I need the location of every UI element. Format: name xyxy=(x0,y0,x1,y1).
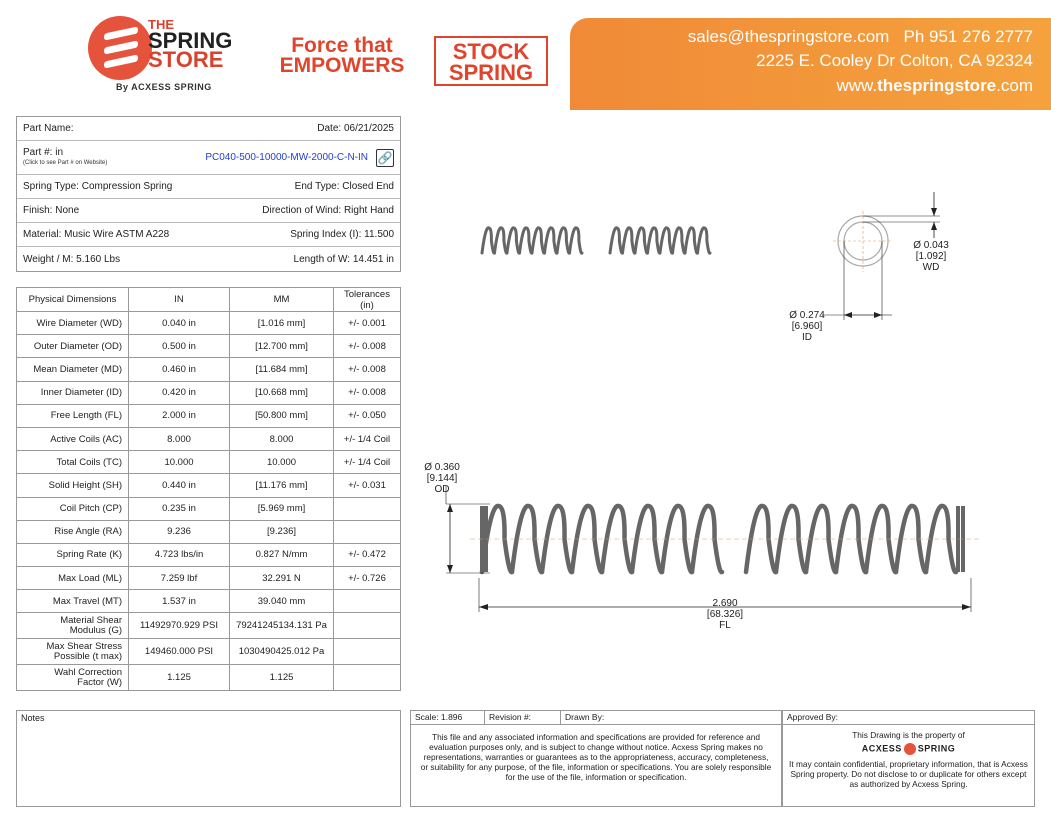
dims-row xyxy=(17,665,401,691)
dims-label-cell: Spring Rate (K) xyxy=(17,543,129,566)
part-info-table xyxy=(16,116,401,272)
dims-label-cell: Inner Diameter (ID) xyxy=(17,381,129,404)
dims-label-cell: Max Shear Stress Possible (t max) xyxy=(17,639,129,665)
dims-mm-cell: 8.000 xyxy=(230,427,334,450)
dims-in-cell: 1.537 in xyxy=(129,590,230,613)
dims-mm-cell: [5.969 mm] xyxy=(230,497,334,520)
dims-row xyxy=(17,590,401,613)
header xyxy=(0,0,1051,112)
coil-turn xyxy=(698,228,711,253)
coil-turn xyxy=(673,228,686,253)
property-of-text: This Drawing is the property of xyxy=(852,730,965,740)
col-header-tolerance: Tolerances (in) xyxy=(334,288,401,312)
dims-label-cell: Solid Height (SH) xyxy=(17,474,129,497)
dims-tol-cell xyxy=(334,497,401,520)
coil-turn xyxy=(648,228,661,253)
dims-label-cell: Max Travel (MT) xyxy=(17,590,129,613)
dims-row xyxy=(17,312,401,335)
confidential-text: It may contain confidential, proprietary information, that is Acxess Spring property. Do not disclose to or duplicate for others except as authorized by Acxess Spring. xyxy=(789,759,1028,789)
dims-row xyxy=(17,381,401,404)
dims-mm-cell: [9.236] xyxy=(230,520,334,543)
coil-turn xyxy=(635,228,648,253)
dims-mm-cell: 1.125 xyxy=(230,665,334,691)
dims-label-cell: Total Coils (TC) xyxy=(17,451,129,474)
acxess-spring-logo: ACXESS SPRING xyxy=(861,743,956,754)
dims-tol-cell xyxy=(334,590,401,613)
coil-turn xyxy=(685,228,698,253)
notes-label: Notes xyxy=(21,713,45,723)
coil-turn xyxy=(545,228,558,253)
dims-mm-cell: [11.684 mm] xyxy=(230,358,334,381)
spring-logo-icon xyxy=(88,16,152,80)
physical-dimensions-table xyxy=(16,287,401,691)
dims-mm-cell: [50.800 mm] xyxy=(230,404,334,427)
dims-tol-cell xyxy=(334,639,401,665)
coil-turn xyxy=(557,228,570,253)
dims-mm-cell: 1030490425.012 Pa xyxy=(230,639,334,665)
dims-tol-cell: +/- 1/4 Coil xyxy=(334,427,401,450)
dims-tol-cell: +/- 0.031 xyxy=(334,474,401,497)
info-row-material xyxy=(17,223,400,247)
logo-the: THE xyxy=(148,17,174,32)
logo-spring: SPRING xyxy=(148,28,233,53)
dims-row xyxy=(17,474,401,497)
approved-by-field: Approved By: xyxy=(783,711,1034,725)
dims-label-cell: Free Length (FL) xyxy=(17,404,129,427)
scale-field: Scale: 1.896 xyxy=(411,711,485,724)
material: Material: Music Wire ASTM A228 xyxy=(23,229,170,240)
coil-turn xyxy=(520,228,533,253)
dims-mm-cell: 32.291 N xyxy=(230,567,334,590)
part-number-link[interactable]: PC040-500-10000-MW-2000-C-N-IN xyxy=(205,152,368,163)
coil-turn xyxy=(532,228,545,253)
dims-label-cell: Wire Diameter (WD) xyxy=(17,312,129,335)
notes-box[interactable] xyxy=(16,710,401,807)
col-header-in: IN xyxy=(129,288,230,312)
dims-tol-cell: +/- 0.008 xyxy=(334,381,401,404)
info-row-part-name xyxy=(17,117,400,141)
dims-mm-cell: 79241245134.131 Pa xyxy=(230,613,334,639)
dims-mm-cell: [12.700 mm] xyxy=(230,335,334,358)
dims-row xyxy=(17,427,401,450)
info-row-type xyxy=(17,175,400,199)
coil-turn xyxy=(610,228,623,253)
dims-in-cell: 9.236 xyxy=(129,520,230,543)
link-icon[interactable]: 🔗 xyxy=(377,150,393,165)
dims-in-cell: 0.040 in xyxy=(129,312,230,335)
dims-mm-cell: [1.016 mm] xyxy=(230,312,334,335)
dims-tol-cell: +/- 0.726 xyxy=(334,567,401,590)
disclaimer-text: This file and any associated information and specifications are provided for reference and evaluation purposes only, and is subject to change without notice. Acxess Spring makes no representations, warranties or guarantees as to the appropriateness, accuracy, completeness, or suitability for any purpose, of the file, information or specifications. You are solely responsible for the use of the file, information or specification. xyxy=(420,732,772,782)
dims-label-cell: Material Shear Modulus (G) xyxy=(17,613,129,639)
dims-tol-cell: +/- 0.050 xyxy=(334,404,401,427)
dims-in-cell: 8.000 xyxy=(129,427,230,450)
logo-wordmark xyxy=(148,17,233,72)
dims-in-cell: 0.460 in xyxy=(129,358,230,381)
revision-field: Revision #: xyxy=(485,711,561,724)
dims-label-cell: Active Coils (AC) xyxy=(17,427,129,450)
drawing-date: Date: 06/21/2025 xyxy=(317,123,394,134)
coil-turn xyxy=(660,228,673,253)
info-row-finish xyxy=(17,199,400,223)
dims-label-cell: Outer Diameter (OD) xyxy=(17,335,129,358)
id-dimension-label: Ø 0.274 [6.960] ID xyxy=(789,310,825,343)
coil-turn xyxy=(507,228,520,253)
spring-index: Spring Index (I): 11.500 xyxy=(290,229,394,240)
logo-by-line: By ACXESS SPRING xyxy=(116,82,212,92)
dims-tol-cell: +/- 0.008 xyxy=(334,358,401,381)
info-row-part-number xyxy=(17,141,400,175)
tagline-line-2: EMPOWERS xyxy=(279,54,405,77)
dims-in-cell: 0.500 in xyxy=(129,335,230,358)
wind-direction: Direction of Wind: Right Hand xyxy=(262,205,394,216)
dims-label-cell: Max Load (ML) xyxy=(17,567,129,590)
dims-tol-cell: +/- 0.008 xyxy=(334,335,401,358)
dims-tol-cell xyxy=(334,665,401,691)
tagline-line-1: Force that xyxy=(291,34,393,57)
coil-turn xyxy=(482,228,495,253)
logo-store: STORE xyxy=(148,47,224,72)
dims-in-cell: 7.259 lbf xyxy=(129,567,230,590)
dims-in-cell: 0.420 in xyxy=(129,381,230,404)
approval-box xyxy=(782,710,1035,807)
dims-tol-cell: +/- 1/4 Coil xyxy=(334,451,401,474)
col-header-mm: MM xyxy=(230,288,334,312)
dims-row xyxy=(17,613,401,639)
stock-spring-badge xyxy=(434,36,548,86)
dims-in-cell: 11492970.929 PSI xyxy=(129,613,230,639)
weight: Weight / M: 5.160 Lbs xyxy=(23,253,121,265)
dims-header-row xyxy=(17,288,401,312)
info-row-weight xyxy=(17,247,400,271)
dims-row xyxy=(17,639,401,665)
dims-label-cell: Wahl Correction Factor (W) xyxy=(17,665,129,691)
dims-mm-cell: 10.000 xyxy=(230,451,334,474)
dims-label-cell: Mean Diameter (MD) xyxy=(17,358,129,381)
dims-in-cell: 1.125 xyxy=(129,665,230,691)
spring-drawing-area xyxy=(410,112,1051,702)
spring-side-view-small xyxy=(482,228,710,253)
dims-mm-cell: 0.827 N/mm xyxy=(230,543,334,566)
wire-length: Length of W: 14.451 in xyxy=(293,253,394,265)
dims-row xyxy=(17,451,401,474)
dims-row xyxy=(17,543,401,566)
dims-row xyxy=(17,404,401,427)
dims-row xyxy=(17,497,401,520)
coil-turn xyxy=(623,228,636,253)
contact-phone[interactable]: Ph 951 276 2777 xyxy=(903,27,1033,46)
drawing-meta-box xyxy=(410,710,782,807)
contact-email[interactable]: sales@thespringstore.com xyxy=(687,27,890,46)
dims-in-cell: 149460.000 PSI xyxy=(129,639,230,665)
dims-label-cell: Rise Angle (RA) xyxy=(17,520,129,543)
dims-in-cell: 0.440 in xyxy=(129,474,230,497)
dims-tol-cell: +/- 0.001 xyxy=(334,312,401,335)
dims-tol-cell xyxy=(334,613,401,639)
coil-turn xyxy=(495,228,508,253)
drawn-by-field: Drawn By: xyxy=(565,712,605,722)
spring-type: Spring Type: Compression Spring xyxy=(23,181,173,192)
dims-label-cell: Coil Pitch (CP) xyxy=(17,497,129,520)
spring-side-view-large xyxy=(470,506,980,572)
part-number-hint: (Click to see Part # on Website) xyxy=(23,159,108,166)
part-number-label: Part #: in xyxy=(23,146,64,158)
spring-store-logo[interactable] xyxy=(88,14,258,98)
dims-in-cell: 0.235 in xyxy=(129,497,230,520)
dims-in-cell: 4.723 lbs/in xyxy=(129,543,230,566)
tagline xyxy=(272,36,412,76)
dims-tol-cell xyxy=(334,520,401,543)
contact-address: 2225 E. Cooley Dr Colton, CA 92324 xyxy=(756,51,1033,70)
dims-mm-cell: 39.040 mm xyxy=(230,590,334,613)
dims-row xyxy=(17,358,401,381)
finish: Finish: None xyxy=(23,205,80,216)
dims-row xyxy=(17,520,401,543)
dims-row xyxy=(17,335,401,358)
acxess-logo-icon xyxy=(904,743,916,755)
contact-website[interactable]: www.thespringstore.com xyxy=(836,76,1033,95)
dims-mm-cell: [10.668 mm] xyxy=(230,381,334,404)
dims-in-cell: 2.000 in xyxy=(129,404,230,427)
dims-in-cell: 10.000 xyxy=(129,451,230,474)
dims-mm-cell: [11.176 mm] xyxy=(230,474,334,497)
col-header-dimension: Physical Dimensions xyxy=(17,288,129,312)
coil-turn xyxy=(570,228,583,253)
fl-dimension-label: 2.690 [68.326] FL xyxy=(706,598,744,631)
dims-tol-cell: +/- 0.472 xyxy=(334,543,401,566)
stock-badge-line-1: STOCK xyxy=(452,39,530,64)
dims-row xyxy=(17,567,401,590)
contact-banner xyxy=(570,18,1051,110)
end-type: End Type: Closed End xyxy=(294,181,394,192)
stock-badge-line-2: SPRING xyxy=(448,60,534,85)
part-name-label: Part Name: xyxy=(23,123,74,134)
od-dimension-label: Ø 0.360 [9.144] OD xyxy=(424,462,460,495)
wd-dimension-label: Ø 0.043 [1.092] WD xyxy=(913,240,949,273)
